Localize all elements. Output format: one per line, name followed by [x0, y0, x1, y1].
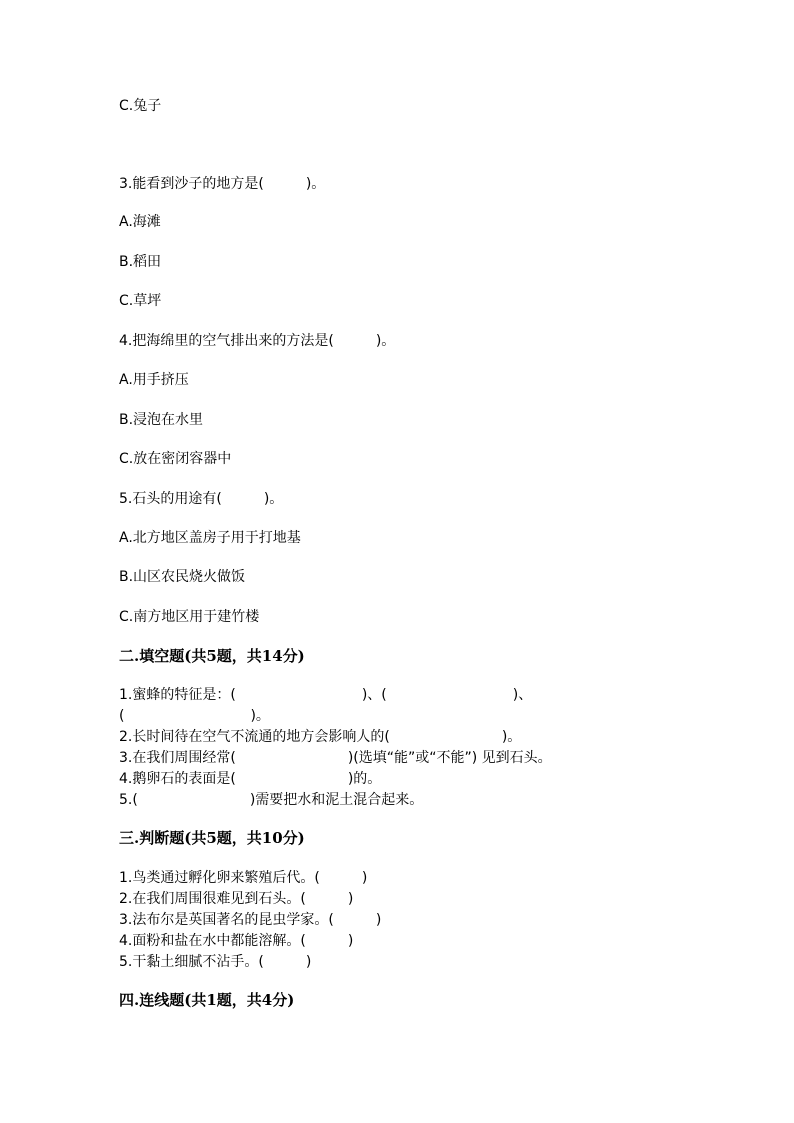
question-5-option-a: A.北方地区盖房子用于打地基 [119, 530, 301, 546]
fill-item-1: 1.蜜蜂的特征是：( )、( )、 [119, 687, 533, 703]
fill-item-3: 3.在我们周围经常( )(选填“能”或“不能”) 见到石头。 [119, 750, 552, 766]
judge-item-1: 1.鸟类通过孵化卵来繁殖后代。( ) [119, 870, 368, 886]
question-4-option-b: B.浸泡在水里 [119, 412, 204, 428]
fill-item-2: 2.长时间待在空气不流通的地方会影响人的( )。 [119, 729, 522, 745]
question-3-option-a: A.海滩 [119, 214, 161, 230]
question-3-option-c: C.草坪 [119, 293, 162, 309]
option-c-rabbit: C.兔子 [119, 98, 162, 114]
judge-item-4: 4.面粉和盐在水中都能溶解。( ) [119, 933, 354, 949]
fill-item-1-cont: ( )。 [119, 708, 270, 724]
section-4-title: 四.连线题(共1题，共4分) [119, 991, 295, 1009]
judge-item-5: 5.干黏土细腻不沾手。( ) [119, 954, 312, 970]
judge-item-2: 2.在我们周围很难见到石头。( ) [119, 891, 354, 907]
section-3-title: 三.判断题(共5题，共10分) [119, 829, 305, 847]
question-4-option-a: A.用手挤压 [119, 372, 189, 388]
question-5-option-c: C.南方地区用于建竹楼 [119, 609, 260, 625]
question-5-option-b: B.山区农民烧火做饭 [119, 569, 246, 585]
judge-item-3: 3.法布尔是英国著名的昆虫学家。( ) [119, 912, 382, 928]
fill-item-5: 5.( )需要把水和泥土混合起来。 [119, 792, 424, 808]
question-5-stem: 5.石头的用途有( )。 [119, 491, 284, 507]
fill-item-4: 4.鹅卵石的表面是( )的。 [119, 771, 382, 787]
question-3-stem: 3.能看到沙子的地方是( )。 [119, 176, 326, 192]
section-2-title: 二.填空题(共5题，共14分) [119, 647, 305, 665]
question-3-option-b: B.稻田 [119, 254, 162, 270]
question-4-option-c: C.放在密闭容器中 [119, 451, 232, 467]
question-4-stem: 4.把海绵里的空气排出来的方法是( )。 [119, 333, 396, 349]
